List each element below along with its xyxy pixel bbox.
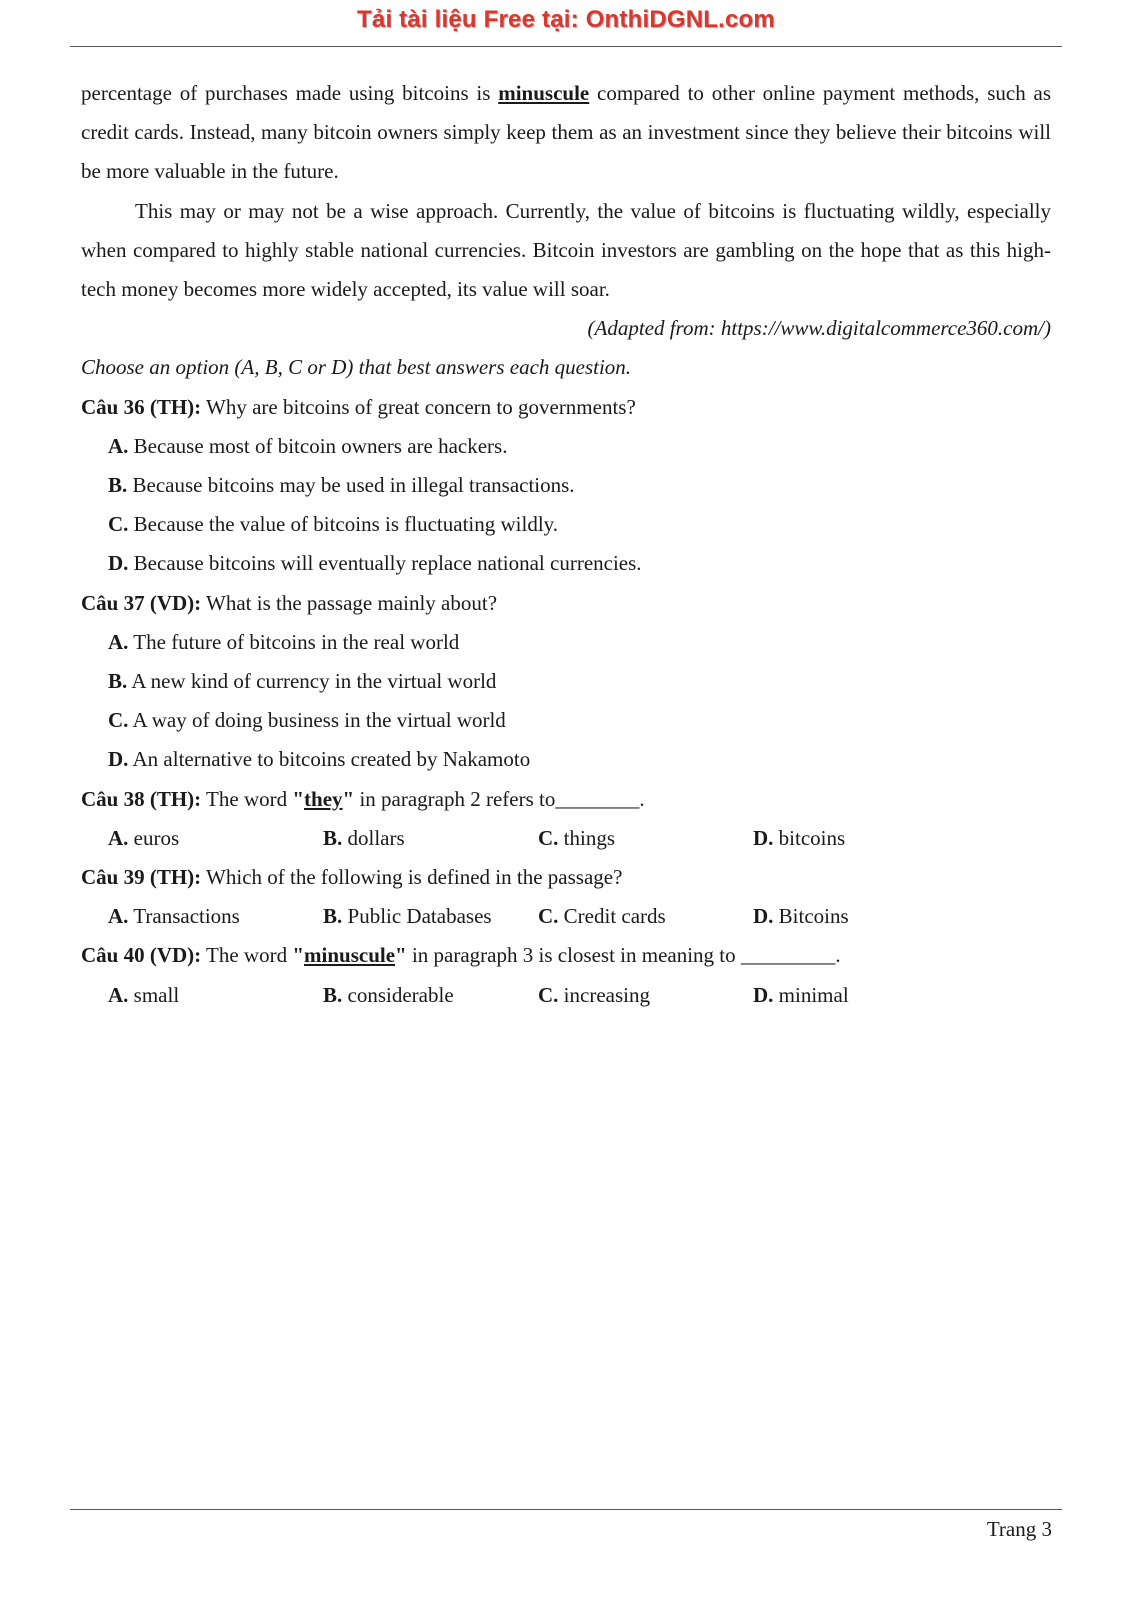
option-text: Public Databases <box>342 904 492 929</box>
quote-mark: " <box>292 786 305 811</box>
option-36-d <box>81 544 1051 583</box>
options-39 <box>81 897 1051 936</box>
option-letter: C. <box>538 825 559 850</box>
option-text: A way of doing business in the virtual world <box>128 708 506 733</box>
question-label: Câu 36 (TH): <box>81 394 202 419</box>
option-40-d <box>753 976 968 1015</box>
quote-mark: " <box>342 786 355 811</box>
option-letter: C. <box>108 512 129 537</box>
option-text: minimal <box>773 982 849 1007</box>
paragraph-text: compared to other online payment methods, such as credit cards. Instead, many bitcoin owners simply keep them as an investment since they believe their bitcoins will be more valuable in the future. <box>81 81 1051 184</box>
option-letter: A. <box>108 982 129 1007</box>
option-letter: B. <box>323 825 343 850</box>
option-39-b <box>323 897 538 936</box>
option-36-b <box>81 466 1051 505</box>
option-letter: C. <box>538 904 559 929</box>
footer-divider <box>70 1509 1062 1510</box>
instruction-text: Choose an option (A, B, C or D) that best answers each question. <box>81 355 632 380</box>
option-letter: D. <box>753 904 774 929</box>
question-37 <box>81 584 1051 623</box>
option-letter: A. <box>108 629 129 654</box>
keyword-they: they <box>304 786 343 811</box>
options-38 <box>81 819 1051 858</box>
option-39-c <box>538 897 753 936</box>
option-text: bitcoins <box>773 825 846 850</box>
option-37-b <box>81 662 1051 701</box>
option-text: considerable <box>342 982 454 1007</box>
source-citation: (Adapted from: https://www.digitalcommerce360.com/) <box>587 316 1051 341</box>
option-text: Transactions <box>128 904 240 929</box>
option-letter: B. <box>108 669 128 694</box>
question-text: in paragraph 3 is closest in meaning to _________. <box>406 943 841 968</box>
option-text: A new kind of currency in the virtual world <box>127 669 497 694</box>
question-38 <box>81 780 1051 819</box>
paragraph-text: percentage of purchases made using bitcoins is <box>81 81 499 105</box>
passage-paragraph-1 <box>81 74 1051 192</box>
question-text: Which of the following is defined in the passage? <box>201 865 623 890</box>
option-text: small <box>128 982 180 1007</box>
option-letter: D. <box>753 825 774 850</box>
question-text: The word <box>201 786 293 811</box>
option-37-d <box>81 740 1051 779</box>
option-text: things <box>558 825 616 850</box>
option-letter: B. <box>323 904 343 929</box>
option-37-c <box>81 701 1051 740</box>
option-40-c <box>538 976 753 1015</box>
question-text: The word <box>201 943 293 968</box>
option-38-c <box>538 819 753 858</box>
option-letter: B. <box>108 473 128 498</box>
option-text: euros <box>128 825 180 850</box>
option-text: Because most of bitcoin owners are hackers. <box>128 433 508 458</box>
question-label: Câu 40 (VD): <box>81 943 202 968</box>
option-text: dollars <box>342 825 405 850</box>
option-38-d <box>753 819 968 858</box>
option-letter: C. <box>538 982 559 1007</box>
option-letter: D. <box>108 747 129 772</box>
site-banner-title[interactable]: Tải tài liệu Free tại: OnthiDGNL.com <box>357 6 775 33</box>
question-39 <box>81 858 1051 897</box>
option-text: increasing <box>558 982 650 1007</box>
question-text: in paragraph 2 refers to________. <box>354 786 645 811</box>
question-text: What is the passage mainly about? <box>201 590 498 615</box>
option-39-d <box>753 897 968 936</box>
question-36 <box>81 388 1051 427</box>
question-text: Why are bitcoins of great concern to governments? <box>201 394 636 419</box>
passage-paragraph-2: This may or may not be a wise approach. Currently, the value of bitcoins is fluctuating wildly, especially when compared to highly stable national currencies. Bitcoin investors are gambling on the hope that as this high-tech money becomes more widely accepted, its value will soar. <box>81 198 1051 302</box>
option-38-b <box>323 819 538 858</box>
question-label: Câu 37 (VD): <box>81 590 202 615</box>
option-letter: D. <box>753 982 774 1007</box>
keyword-minuscule: minuscule <box>498 81 590 105</box>
page-content <box>81 74 1051 1015</box>
option-36-c <box>81 505 1051 544</box>
option-text: Because the value of bitcoins is fluctuating wildly. <box>128 512 559 537</box>
question-label: Câu 38 (TH): <box>81 786 202 811</box>
option-text: The future of bitcoins in the real world <box>128 629 460 654</box>
option-text: Credit cards <box>558 904 666 929</box>
option-text: Because bitcoins will eventually replace national currencies. <box>128 551 642 576</box>
header-divider <box>70 46 1062 47</box>
page-number: Trang 3 <box>986 1517 1052 1541</box>
option-40-b <box>323 976 538 1015</box>
option-39-a <box>108 897 323 936</box>
option-text: Bitcoins <box>773 904 849 929</box>
option-text: Because bitcoins may be used in illegal transactions. <box>127 473 575 498</box>
option-letter: D. <box>108 551 129 576</box>
keyword-minuscule-question: minuscule <box>304 943 396 968</box>
option-40-a <box>108 976 323 1015</box>
option-letter: A. <box>108 904 129 929</box>
quote-mark: " <box>292 943 305 968</box>
option-letter: A. <box>108 433 129 458</box>
option-letter: A. <box>108 825 129 850</box>
option-letter: C. <box>108 708 129 733</box>
option-37-a <box>81 623 1051 662</box>
option-38-a <box>108 819 323 858</box>
question-label: Câu 39 (TH): <box>81 865 202 890</box>
quote-mark: " <box>395 943 407 968</box>
option-text: An alternative to bitcoins created by Nakamoto <box>128 747 531 772</box>
option-36-a <box>81 427 1051 466</box>
options-40 <box>81 976 1051 1015</box>
option-letter: B. <box>323 982 343 1007</box>
question-40 <box>81 936 1051 975</box>
